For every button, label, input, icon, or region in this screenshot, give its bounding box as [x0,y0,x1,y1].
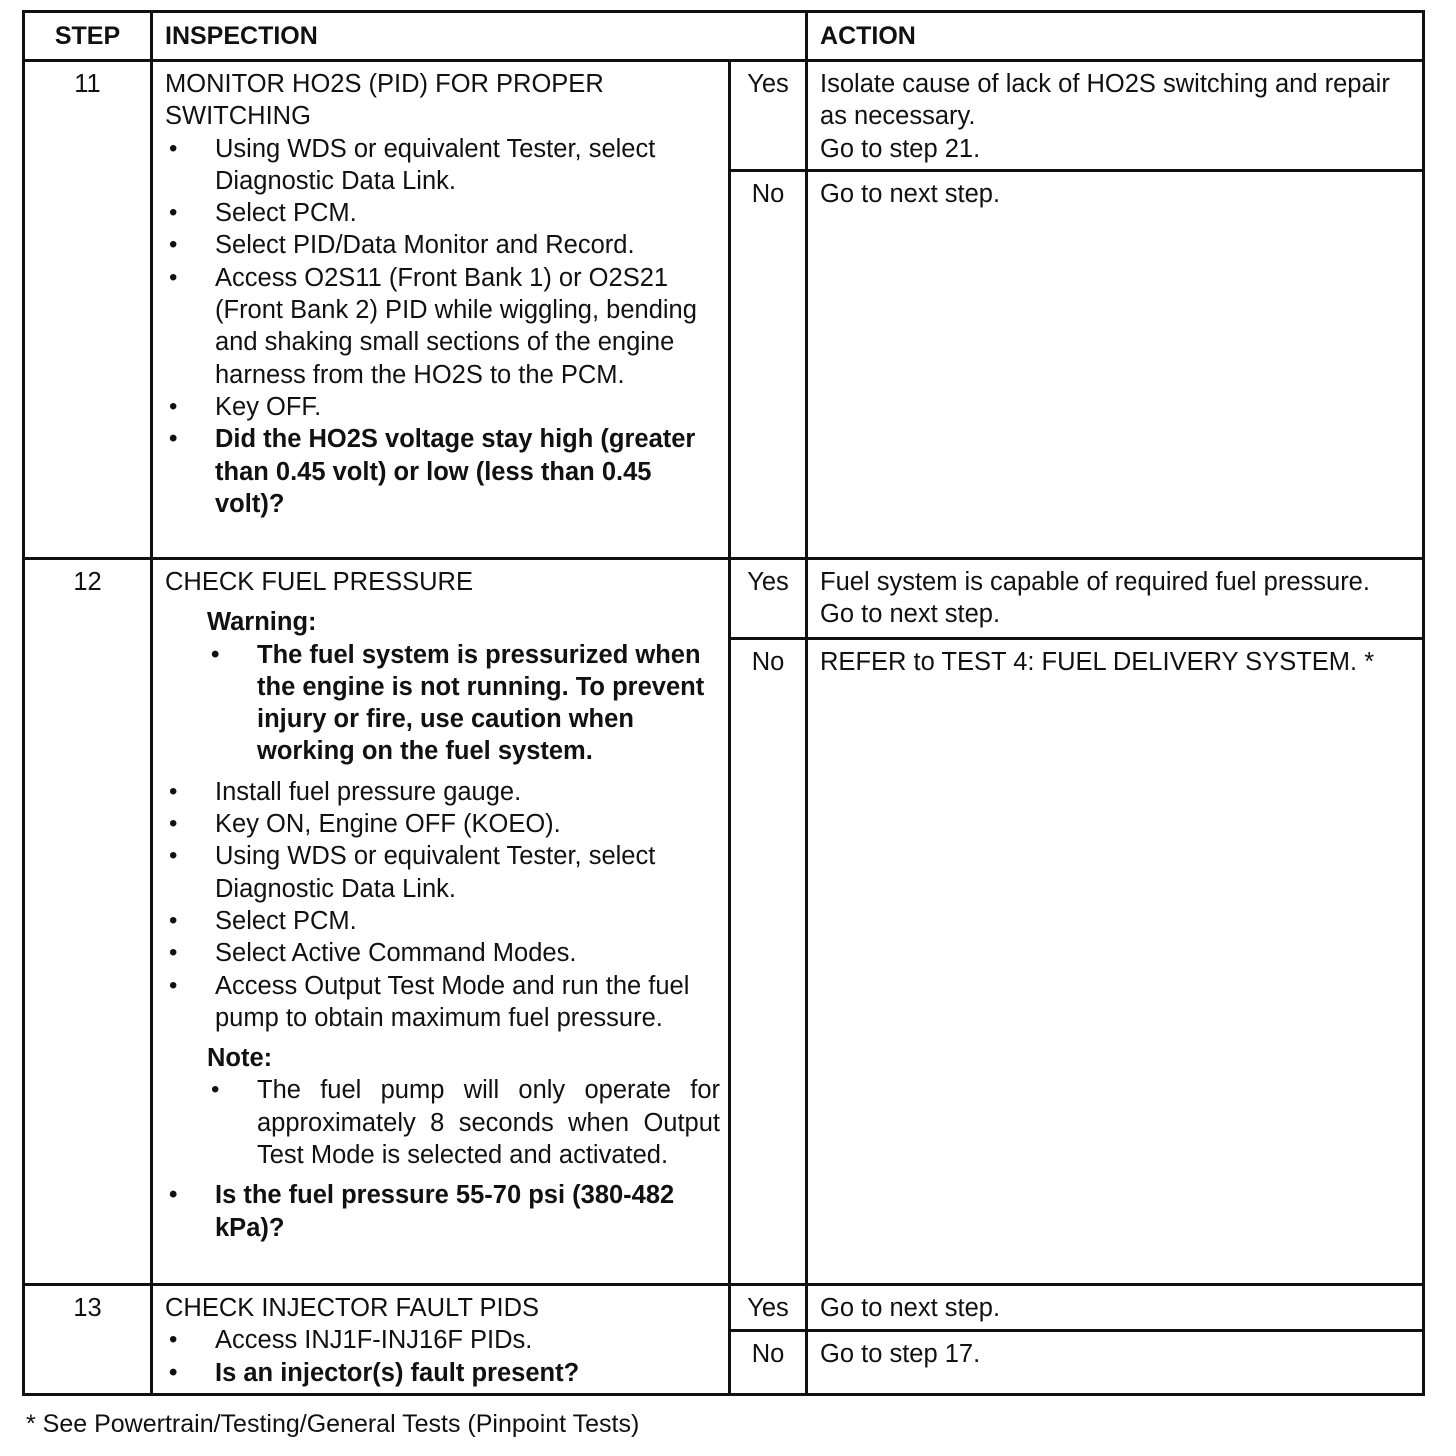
inspection-title: CHECK FUEL PRESSURE [165,568,473,596]
list-item: • Using WDS or equivalent Tester, select Diagnostic Data Link. [165,133,720,198]
list-item: • Key OFF. [165,391,720,423]
footnote: * See Powertrain/Testing/General Tests (Pinpoint Tests) [26,1410,640,1438]
yes-action [807,61,1424,171]
yes-label: Yes [730,559,807,639]
inspection-title: CHECK INJECTOR FAULT PIDS [165,1294,540,1322]
list-item: • Select PID/Data Monitor and Record. [165,229,720,261]
inspection-list [165,133,720,521]
table-row [24,559,1424,639]
list-item: • Select Active Command Modes. [165,937,720,969]
diagnostic-table [22,10,1425,1396]
warning-heading: Warning: [207,608,317,637]
no-action: Go to next step. [807,171,1424,559]
inspection-cell [152,559,730,1285]
action-text: Go to step 21. [820,134,981,163]
no-label: No [730,171,807,559]
table-row [24,61,1424,171]
no-action: REFER to TEST 4: FUEL DELIVERY SYSTEM. * [807,639,1424,1285]
inspection-question: • Is the fuel pressure 55-70 psi (380-482 kPa)? [165,1179,720,1244]
list-item: • Key ON, Engine OFF (KOEO). [165,808,720,840]
list-item: • Access O2S11 (Front Bank 1) or O2S21 (Front Bank 2) PID while wiggling, bending and shaking small sections of the engine harness from the HO2S to the PCM. [165,262,720,391]
yes-action [807,559,1424,639]
no-label: No [730,639,807,1285]
list-item: • Access INJ1F-INJ16F PIDs. [165,1324,720,1356]
no-label: No [730,1331,807,1395]
step-number: 11 [24,61,152,559]
action-text: Go to next step. [820,600,1001,629]
list-item: • Select PCM. [165,197,720,229]
yes-label: Yes [730,1285,807,1331]
header-action: ACTION [807,12,1424,61]
action-text: Isolate cause of lack of HO2S switching and repair as necessary. [820,70,1390,131]
header-row [24,12,1424,61]
inspection-question: • Did the HO2S voltage stay high (greater than 0.45 volt) or low (less than 0.45 volt)? [165,423,720,520]
yes-action: Go to next step. [807,1285,1424,1331]
note-text: • The fuel pump will only operate for approximately 8 seconds when Output Test Mode is selected and activated. [207,1074,720,1171]
action-text: Fuel system is capable of required fuel pressure. [820,568,1370,596]
note-box [207,1042,720,1171]
list-item: • Select PCM. [165,905,720,937]
note-heading: Note: [207,1044,273,1073]
list-item: • Install fuel pressure gauge. [165,776,720,808]
inspection-title: MONITOR HO2S (PID) FOR PROPER [165,70,604,98]
yes-label: Yes [730,61,807,171]
inspection-list [165,776,720,1034]
table-row [24,1285,1424,1331]
step-number: 13 [24,1285,152,1395]
inspection-list [165,1324,720,1389]
inspection-cell [152,61,730,559]
list-item: • Using WDS or equivalent Tester, select Diagnostic Data Link. [165,840,720,905]
inspection-cell [152,1285,730,1395]
warning-text: • The fuel system is pressurized when the engine is not running. To prevent injury or fire, use caution when working on the fuel system. [207,639,720,768]
step-number: 12 [24,559,152,1285]
list-item: • Access Output Test Mode and run the fuel pump to obtain maximum fuel pressure. [165,970,720,1035]
inspection-title: SWITCHING [165,102,311,131]
no-action: Go to step 17. [807,1331,1424,1395]
header-inspection: INSPECTION [152,12,807,61]
header-step: STEP [24,12,152,61]
inspection-question: • Is an injector(s) fault present? [165,1357,720,1389]
warning-box [207,606,720,767]
